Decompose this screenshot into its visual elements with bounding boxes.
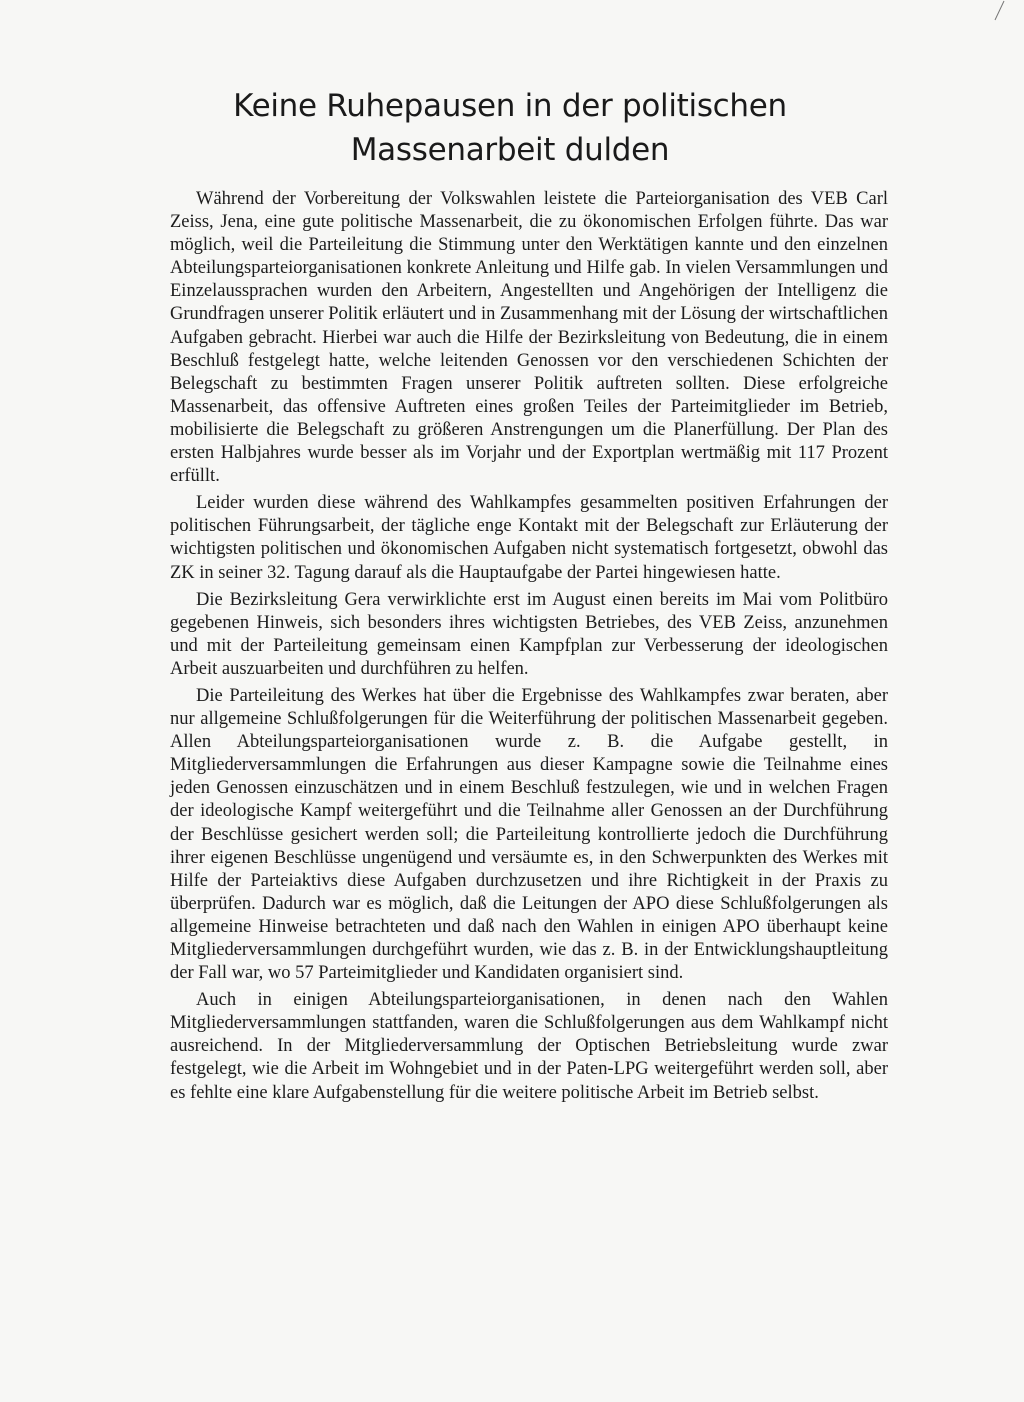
paragraph-3: Die Bezirksleitung Gera verwirklichte erst im August einen bereits im Mai vom Politbüro gegebenen Hinweis, sich besonders ihres wichtigsten Betriebes, des VEB Zeiss, anzunehmen und mit der Parteileitung gemeinsam einen Kampfplan zur Verbesserung der ideologischen Arbeit auszuarbeiten und durchführen zu helfen.: [170, 589, 888, 679]
paragraph-5: Auch in einigen Abteilungsparteiorganisationen, in denen nach den Wahlen Mitgliederversammlungen stattfanden, waren die Schlußfolgerungen aus dem Wahlkampf nicht ausreichend. In der Mitgliederversammlung der Optischen Betriebsleitung wurde zwar festgelegt, wie die Arbeit im Wohngebiet und in der Paten-LPG weitergeführt werden soll, aber es fehlte eine klare Aufgabenstellung für die weitere politische Arbeit im Betrieb selbst.: [170, 990, 888, 1103]
paragraph-2: Leider wurden diese während des Wahlkampfes gesammelten positiven Erfahrungen der politischen Führungsarbeit, der tägliche enge Kontakt mit der Belegschaft zur Erläuterung der wichtigsten politischen und ökonomischen Aufgaben nicht systematisch fortgesetzt, obwohl das ZK in seiner 32. Tagung darauf als die Hauptaufgabe der Partei hingewiesen hatte.: [170, 493, 888, 583]
scan-mark: [992, 0, 1006, 22]
article-title: Keine Ruhepausen in der politischen Massenarbeit dulden: [233, 88, 787, 168]
paragraph-4: Die Parteileitung des Werkes hat über die Ergebnisse des Wahlkampfes zwar beraten, aber nur allgemeine Schlußfolgerungen für die Weiterführung der politischen Massenarbeit gegeben. Allen Abteilungsparteiorganisationen wurde z. B. die Aufgabe gestellt, in Mitgliederversammlungen die Erfahrungen aus dieser Kampagne sowie die Teilnahme eines jeden Genossen einzuschätzen und in einem Beschluß festzulegen, wie und in welchen Fragen der ideologische Kampf weitergeführt und die Teilnahme aller Genossen an der Durchführung der Beschlüsse gesichert werden soll; die Parteileitung kontrollierte jedoch die Durchführung ihrer eigenen Beschlüsse ungenügend und versäumte es, in den Schwerpunkten des Werkes mit Hilfe der Parteiaktivs diese Aufgaben durchzusetzen und ihre Richtigkeit in der Praxis zu überprüfen. Dadurch war es möglich, daß die Leitungen der APO diese Schlußfolgerungen als allgemeine Hinweise betrachteten und daß nach den Wahlen in einigen APO überhaupt keine Mitgliederversammlungen durchgeführt wurden, wie das z. B. in der Entwicklungshauptleitung der Fall war, wo 57 Parteimitglieder und Kandidaten organisiert sind.: [170, 685, 888, 984]
article-body: [170, 188, 888, 1109]
paragraph-1: Während der Vorbereitung der Volkswahlen leistete die Parteiorganisation des VEB Carl Zeiss, Jena, eine gute politische Massenarbeit, die zu ökonomischen Erfolgen führte. Das war möglich, weil die Parteileitung die Stimmung unter den Werktätigen kannte und den einzelnen Abteilungsparteiorganisationen konkrete Anleitung und Hilfe gab. In vielen Versammlungen und Einzelaussprachen wurden den Arbeitern, Angestellten und Angehörigen der Intelligenz die Grundfragen unserer Politik erläutert und in Zusammenhang mit der Lösung der wirtschaftlichen Aufgaben gebracht. Hierbei war auch die Hilfe der Bezirksleitung von Bedeutung, die in einem Beschluß festgelegt hatte, welche leitenden Genossen vor den verschiedenen Schichten der Belegschaft zu bestimmten Fragen unserer Politik auftreten sollten. Diese erfolgreiche Massenarbeit, das offensive Auftreten eines großen Teiles der Parteimitglieder im Betrieb, mobilisierte die Belegschaft zu größeren Anstrengungen um die Planerfüllung. Der Plan des ersten Halbjahres wurde besser als im Vorjahr und der Exportplan wertmäßig mit 117 Prozent erfüllt.: [170, 189, 888, 487]
